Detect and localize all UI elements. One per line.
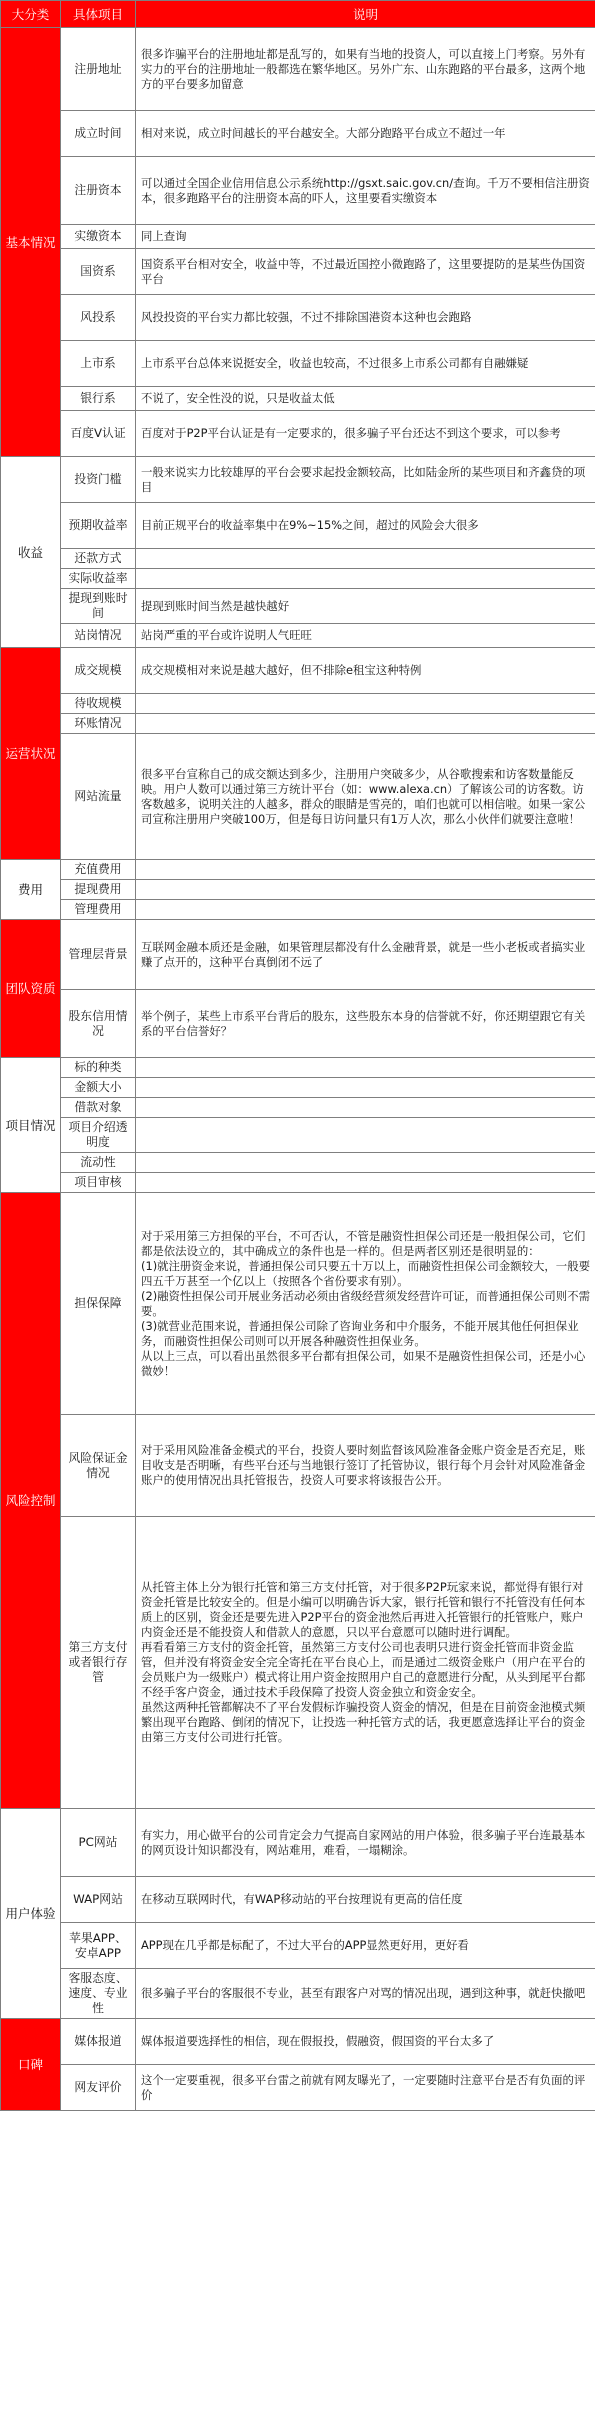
table-row (1, 1809, 595, 1877)
desc-cell (136, 1078, 595, 1098)
desc-cell: 一般来说实力比较雄厚的平台会要求起投金额较高，比如陆金所的某些项目和齐鑫贷的项目 (136, 457, 595, 503)
item-cell: 投资门槛 (61, 457, 136, 503)
table-row (1, 549, 595, 569)
item-cell: 网站流量 (61, 734, 136, 860)
table-row (1, 624, 595, 648)
desc-cell: 可以通过全国企业信用信息公示系统http://gsxt.saic.gov.cn/查询。千万不要相信注册资本，很多跑路平台的注册资本高的吓人，这里要看实缴资本 (136, 157, 595, 225)
desc-cell: APP现在几乎都是标配了，不过大平台的APP显然更好用，更好看 (136, 1923, 595, 1969)
table-row (1, 990, 595, 1058)
item-cell: 担保保障 (61, 1193, 136, 1415)
header-item: 具体项目 (61, 1, 136, 28)
desc-cell: 不说了，安全性没的说，只是收益太低 (136, 387, 595, 411)
item-cell: 借款对象 (61, 1098, 136, 1118)
table-row (1, 157, 595, 225)
item-cell: 百度V认证 (61, 411, 136, 457)
table-row (1, 2065, 595, 2111)
item-cell: 国资系 (61, 249, 136, 295)
item-cell: 实际收益率 (61, 569, 136, 589)
item-cell: 注册资本 (61, 157, 136, 225)
desc-cell: 目前正规平台的收益率集中在9%~15%之间，超过的风险会大很多 (136, 503, 595, 549)
desc-cell (136, 880, 595, 900)
table-row (1, 225, 595, 249)
item-cell: 风险保证金情况 (61, 1415, 136, 1517)
table-row (1, 457, 595, 503)
table-row (1, 1058, 595, 1078)
desc-cell (136, 694, 595, 714)
item-cell: WAP网站 (61, 1877, 136, 1923)
table-row (1, 1173, 595, 1193)
category-cell: 用户体验 (1, 1809, 61, 2019)
category-cell: 基本情况 (1, 28, 61, 457)
item-cell: 充值费用 (61, 860, 136, 880)
item-cell: 预期收益率 (61, 503, 136, 549)
header-desc: 说明 (136, 1, 595, 28)
desc-cell: 很多平台宣称自己的成交额达到多少，注册用户突破多少，从谷歌搜索和访客数量能反映。用户人数可以通过第三方统计平台（如：www.alexa.cn）了解该公司的访客数。访客数越多，说明关注的人越多，群众的眼睛是雪亮的，咱们也就可以相信啦。如果一家公司宣称注册用户突破100万，但是每日访问量只有1万人次，那么小伙伴们就要注意啦！ (136, 734, 595, 860)
table-body (1, 28, 595, 2111)
header-category: 大分类 (1, 1, 61, 28)
table-row (1, 295, 595, 341)
table-row (1, 2019, 595, 2065)
desc-cell: 站岗严重的平台或许说明人气旺旺 (136, 624, 595, 648)
desc-cell: 在移动互联网时代，有WAP移动站的平台按理说有更高的信任度 (136, 1877, 595, 1923)
item-cell: 项目介绍透明度 (61, 1118, 136, 1153)
table-row (1, 1877, 595, 1923)
desc-cell: 成交规模相对来说是越大越好，但不排除e租宝这种特例 (136, 648, 595, 694)
desc-cell: 媒体报道要选择性的相信，现在假报投，假融资，假国资的平台太多了 (136, 2019, 595, 2065)
desc-cell: 有实力，用心做平台的公司肯定会力气提高自家网站的用户体验，很多骗子平台连最基本的网页设计知识都没有，网站难用，难看，一塌糊涂。 (136, 1809, 595, 1877)
table-row (1, 1153, 595, 1173)
desc-cell (136, 1098, 595, 1118)
header-row (1, 1, 595, 28)
table-row (1, 1517, 595, 1809)
table-row (1, 1118, 595, 1153)
table-row (1, 860, 595, 880)
desc-cell (136, 569, 595, 589)
desc-cell (136, 860, 595, 880)
category-cell: 口碑 (1, 2019, 61, 2111)
table-row (1, 920, 595, 990)
item-cell: 站岗情况 (61, 624, 136, 648)
desc-cell: 从托管主体上分为银行托管和第三方支付托管，对于很多P2P玩家来说，都觉得有银行对资金托管是比较安全的。但是小编可以明确告诉大家，银行托管和银行不托管没有任何本质上的区别，资金还是要先进入P2P平台的资金池然后再进入托管银行的托管账户，账户内资金还是不能投资人和借款人的意愿，只以平台意愿可以随时进行调配。 再看看第三方支付的资金托管，虽然第三方支付公司也表明只进行资金托管而非资金监管，但并没有将资金安全完全寄托在平台良心上，而是通过二级资金账户（用户在平台的会员账户为一级账户）模式将让用户资金按照用户自己的意愿进行分配，从头到尾平台都不经手客户资金，通过技术手段保障了投资人资金独立和资金安全。 虽然这两种托管都解决不了平台发假标诈骗投资人资金的情况，但是在目前资金池模式频繁出现平台跑路、倒闭的情况下，让投选一种托管方式的话，我更愿意选择让平台的资金由第三方支付公司进行托管。 (136, 1517, 595, 1809)
table-row (1, 648, 595, 694)
item-cell: 待收规模 (61, 694, 136, 714)
desc-cell: 互联网金融本质还是金融，如果管理层都没有什么金融背景，就是一些小老板或者搞实业赚了点开的，这种平台真倒闭不远了 (136, 920, 595, 990)
item-cell: 上市系 (61, 341, 136, 387)
desc-cell (136, 1058, 595, 1078)
item-cell: 还款方式 (61, 549, 136, 569)
desc-cell (136, 1153, 595, 1173)
item-cell: 苹果APP、安卓APP (61, 1923, 136, 1969)
item-cell: 流动性 (61, 1153, 136, 1173)
table-row (1, 734, 595, 860)
item-cell: 金额大小 (61, 1078, 136, 1098)
item-cell: 项目审核 (61, 1173, 136, 1193)
table-row (1, 880, 595, 900)
item-cell: 管理层背景 (61, 920, 136, 990)
item-cell: 客服态度、速度、专业性 (61, 1969, 136, 2019)
table-row (1, 1969, 595, 2019)
item-cell: 提现费用 (61, 880, 136, 900)
desc-cell: 国资系平台相对安全，收益中等，不过最近国控小微跑路了，这里要提防的是某些伪国资平台 (136, 249, 595, 295)
table-row (1, 411, 595, 457)
table-row (1, 1415, 595, 1517)
table-row (1, 589, 595, 624)
item-cell: 网友评价 (61, 2065, 136, 2111)
desc-cell: 提现到账时间当然是越快越好 (136, 589, 595, 624)
table-row (1, 1193, 595, 1415)
category-cell: 团队资质 (1, 920, 61, 1058)
item-cell: 成立时间 (61, 111, 136, 157)
table-row (1, 1078, 595, 1098)
item-cell: 提现到账时间 (61, 589, 136, 624)
table-row (1, 28, 595, 111)
table-row (1, 341, 595, 387)
item-cell: 股东信用情况 (61, 990, 136, 1058)
table-row (1, 387, 595, 411)
desc-cell: 上市系平台总体来说挺安全，收益也较高，不过很多上市系公司都有自融嫌疑 (136, 341, 595, 387)
table-row (1, 1098, 595, 1118)
item-cell: 媒体报道 (61, 2019, 136, 2065)
desc-cell: 很多诈骗平台的注册地址都是乱写的，如果有当地的投资人，可以直接上门考察。另外有实力的平台的注册地址一般都选在繁华地区。另外广东、山东跑路的平台最多，这两个地方的平台要多加留意 (136, 28, 595, 111)
desc-cell: 风投投资的平台实力都比较强，不过不排除国港资本这种也会跑路 (136, 295, 595, 341)
category-cell: 运营状况 (1, 648, 61, 860)
item-cell: 成交规模 (61, 648, 136, 694)
desc-cell: 相对来说，成立时间越长的平台越安全。大部分跑路平台成立不超过一年 (136, 111, 595, 157)
item-cell: 实缴资本 (61, 225, 136, 249)
desc-cell (136, 1173, 595, 1193)
item-cell: 银行系 (61, 387, 136, 411)
item-cell: 注册地址 (61, 28, 136, 111)
desc-cell: 对于采用第三方担保的平台，不可否认，不管是融资性担保公司还是一般担保公司，它们都是依法设立的，其中确成立的条件也是一样的。但是两者区别还是很明显的： (1)就注册资金来说，普通担保公司只要五十万以上，而融资性担保公司金额较大，一般要四五千万甚至一个亿以上（按照各个省份要求有别）。 (2)融资性担保公司开展业务活动必须由省级经营须发经营许可证，而普通担保公司则不需要。 (3)就营业范围来说，普通担保公司除了咨询业务和中介服务，不能开展其他任何担保业务，而融资性担保公司则可以开展各种融资性担保业务。 从以上三点，可以看出虽然很多平台都有担保公司，如果不是融资性担保公司，还是小心微妙！ (136, 1193, 595, 1415)
desc-cell: 对于采用风险准备金模式的平台，投资人要时刻监督该风险准备金账户资金是否充足，账目收支是否明晰，有些平台还与当地银行签订了托管协议，银行每个月会针对风险准备金账户的使用情况出具托管报告，投资人可要求将该报告公开。 (136, 1415, 595, 1517)
desc-cell: 这个一定要重视，很多平台雷之前就有网友曝光了，一定要随时注意平台是否有负面的评价 (136, 2065, 595, 2111)
desc-cell (136, 1118, 595, 1153)
category-cell: 收益 (1, 457, 61, 648)
table-row (1, 569, 595, 589)
desc-cell (136, 714, 595, 734)
item-cell: 标的种类 (61, 1058, 136, 1078)
table-row (1, 1923, 595, 1969)
table-row (1, 503, 595, 549)
item-cell: 风投系 (61, 295, 136, 341)
desc-cell: 举个例子，某些上市系平台背后的股东，这些股东本身的信誉就不好，你还期望跟它有关系的平台信誉好？ (136, 990, 595, 1058)
desc-cell (136, 900, 595, 920)
desc-cell: 同上查询 (136, 225, 595, 249)
desc-cell (136, 549, 595, 569)
desc-cell: 百度对于P2P平台认证是有一定要求的，很多骗子平台还达不到这个要求，可以参考 (136, 411, 595, 457)
item-cell: 管理费用 (61, 900, 136, 920)
table-row (1, 900, 595, 920)
desc-cell: 很多骗子平台的客服很不专业，甚至有跟客户对骂的情况出现，遇到这种事，就赶快撤吧 (136, 1969, 595, 2019)
table-row (1, 694, 595, 714)
table-row (1, 714, 595, 734)
item-cell: 环账情况 (61, 714, 136, 734)
item-cell: PC网站 (61, 1809, 136, 1877)
table-row (1, 249, 595, 295)
category-cell: 费用 (1, 860, 61, 920)
table-row (1, 111, 595, 157)
item-cell: 第三方支付或者银行存管 (61, 1517, 136, 1809)
category-cell: 项目情况 (1, 1058, 61, 1193)
category-cell: 风险控制 (1, 1193, 61, 1809)
